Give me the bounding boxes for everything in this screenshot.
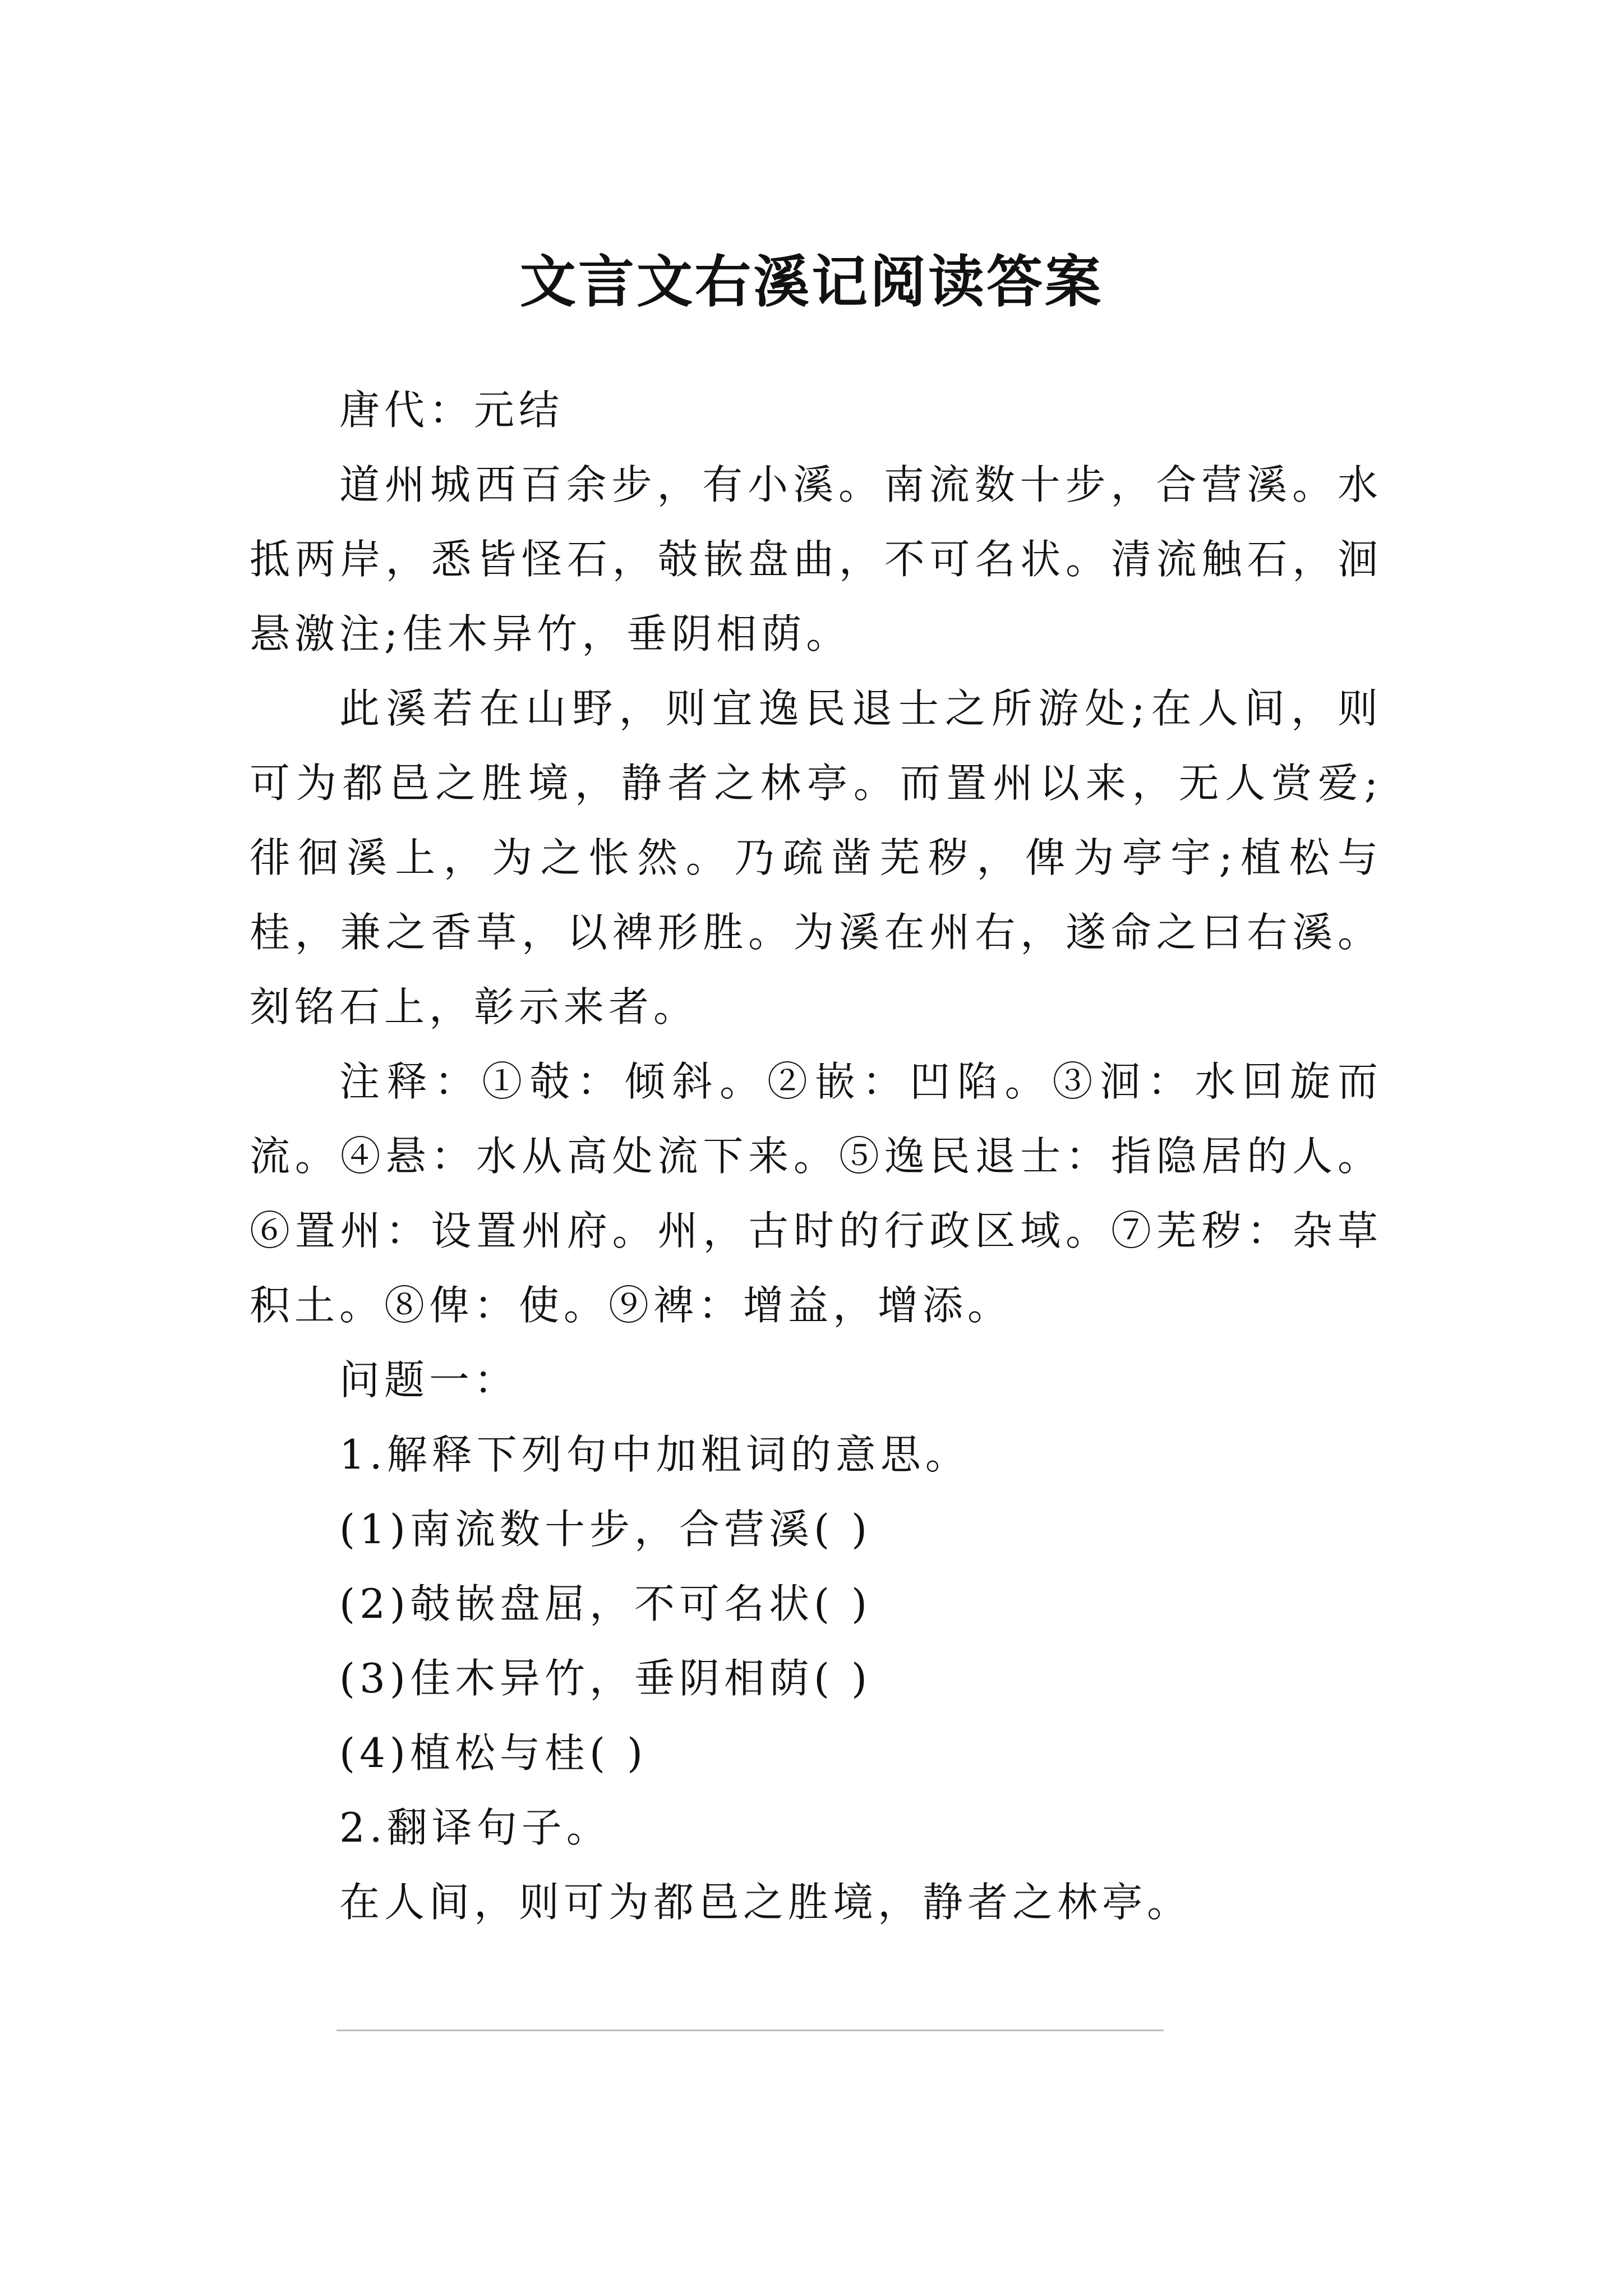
page-title: 文言文右溪记阅读答案 (520, 249, 1103, 315)
question-1: 1.解释下列句中加粗词的意思。 (339, 1431, 970, 1478)
question-heading: 问题一： (339, 1356, 519, 1404)
annotations: 注释：①攲：倾斜。②嵌：凹陷。③洄：水回旋而流。④悬：水从高处流下来。⑤逸民退士：指隐居的人。⑥置州：设置州府。州，古时的行政区域。⑦芜秽：杂草积土。⑧俾：使。⑨裨：增益，增添。 (250, 1058, 1382, 1329)
footer-divider (336, 2030, 1164, 2031)
paragraph-2: 此溪若在山野，则宜逸民退士之所游处;在人间，则可为都邑之胜境，静者之林亭。而置州以来，无人赏爱;徘徊溪上，为之怅然。乃疏凿芜秽，俾为亭宇;植松与桂，兼之香草，以裨形胜。为溪在州右，遂命之曰右溪。刻铭石上，彰示来者。 (250, 685, 1382, 1030)
paragraph-1: 道州城西百余步，有小溪。南流数十步，合营溪。水抵两岸，悉皆怪石，攲嵌盘曲，不可名状。清流触石，洄悬激注;佳木异竹，垂阴相荫。 (250, 461, 1382, 657)
question-1-item-4: (4)植松与桂( ) (339, 1729, 648, 1777)
question-1-item-1: (1)南流数十步，合营溪( ) (339, 1506, 872, 1553)
author-line: 唐代：元结 (339, 386, 564, 434)
translate-sentence: 在人间，则可为都邑之胜境，静者之林亭。 (339, 1879, 1192, 1926)
question-1-item-3: (3)佳木异竹，垂阴相荫( ) (339, 1655, 872, 1702)
question-1-item-2: (2)攲嵌盘屈，不可名状( ) (339, 1580, 872, 1627)
document-body (250, 373, 1382, 1940)
question-2: 2.翻译句子。 (339, 1804, 611, 1851)
